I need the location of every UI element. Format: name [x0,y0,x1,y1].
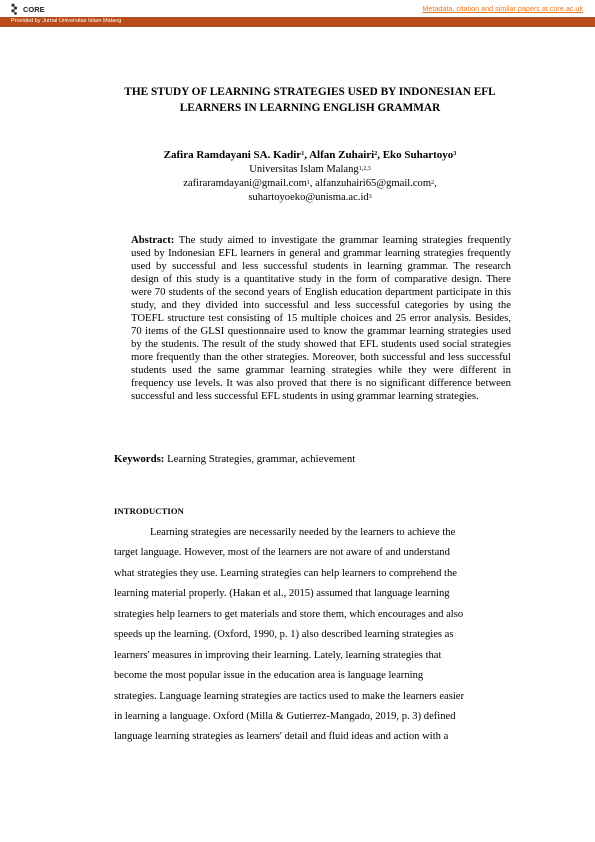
section-heading-introduction: INTRODUCTION [114,506,184,516]
abstract-label: Abstract: [131,234,175,246]
author-emails [60,177,560,205]
affiliation [60,163,560,177]
abstract [131,234,511,403]
author-superscript: 3 [453,151,457,157]
body-line: Learning strategies are necessarily needed by the learners to achieve the [150,527,456,538]
author-list [60,148,560,162]
paper-title-line: LEARNERS IN LEARNING ENGLISH GRAMMAR [179,102,441,114]
email-address: zafiraramdayani@gmail.com [183,178,307,189]
body-line: in learning a language. Oxford (Milla & Gutierrez-Mangado, 2019, p. 3) defined [114,710,456,722]
email-separator: , [309,178,316,189]
abstract-text: The study aimed to investigate the grammar learning strategies frequently used by Indonesian EFL learners in general and grammar learning strategies frequently used by successful and less successful students in learning grammar. The research design of this study is a quantitative study in the form of comparative design. There were 70 students of the second years of English education department participate in this study, and they divided into successful and less successful categories by using the TOEFL structure test consisting of 15 multiple choices and 25 error analysis. Besides, 70 items of the GLSI questionnaire used to know the grammar learning strategies used by the students. The result of the study showed that EFL students used social strategies more frequently than the other strategies. Moreover, both successful and less successful students used the same grammar learning strategies while they were different in frequency use levels. It was also proved that there is no significant difference between successful and less successful EFL students in using grammar learning strategies. [131,234,511,402]
introduction-body [114,523,514,748]
body-line: strategies. Language learning strategies are tactics used to make the learners easier [114,690,465,702]
keywords [114,452,514,466]
author-name: Alfan Zuhairi [309,149,375,161]
author-separator: , [304,149,310,161]
keywords-label: Keywords: [114,453,165,465]
paper-title-line: THE STUDY OF LEARNING STRATEGIES USED BY INDONESIAN EFL [124,86,496,98]
provided-by-text: Provided by Jurnal Universitas Islam Malang [11,18,122,24]
email-superscript: 3 [368,194,372,200]
body-line: learners' measures in improving their learning. Lately, learning strategies that [114,649,442,661]
body-line: language learning strategies as learners' detail and fluid ideas and action with a [114,731,449,743]
email-superscript: 2 [431,180,435,186]
email-superscript: 1 [306,180,310,186]
body-line: strategies help learners to get materials and store them, which encourages and also [114,608,464,620]
email-address: alfanzuhairi65@gmail.com [315,178,432,189]
author-name: Zafira Ramdayani SA. Kadir [163,149,302,161]
body-line: target language. However, most of the learners are not aware of and understand [114,547,450,559]
core-metadata-link[interactable]: Metadata, citation and similar papers at core.ac.uk [422,4,583,13]
affiliation-superscript: 1,2,3 [358,166,371,172]
body-line: learning material properly. (Hakan et al., 2015) assumed that language learning [114,588,450,600]
author-separator: , [377,149,383,161]
author-superscript: 1 [301,151,305,157]
core-logo[interactable] [10,3,45,15]
email-separator: , [434,178,437,189]
keywords-text: Learning Strategies, grammar, achievement [164,453,356,465]
author-superscript: 2 [374,151,378,157]
body-line: become the most popular issue in the education area is language learning [114,670,424,682]
email-address: suhartoyoeko@unisma.ac.id [248,192,369,203]
core-logo-icon [10,3,20,15]
email-line [60,191,560,205]
author-name: Eko Suhartoyo [382,149,454,161]
body-line: what strategies they use. Learning strategies can help learners to comprehend the [114,567,457,579]
provided-by-bar [0,17,595,27]
paper-title [60,84,560,116]
body-line: speeds up the learning. (Oxford, 1990, p. 1) also described learning strategies as [114,629,454,641]
affiliation-name: Universitas Islam Malang [249,164,359,175]
core-logo-text: CORE [23,4,45,14]
email-line [60,177,560,191]
